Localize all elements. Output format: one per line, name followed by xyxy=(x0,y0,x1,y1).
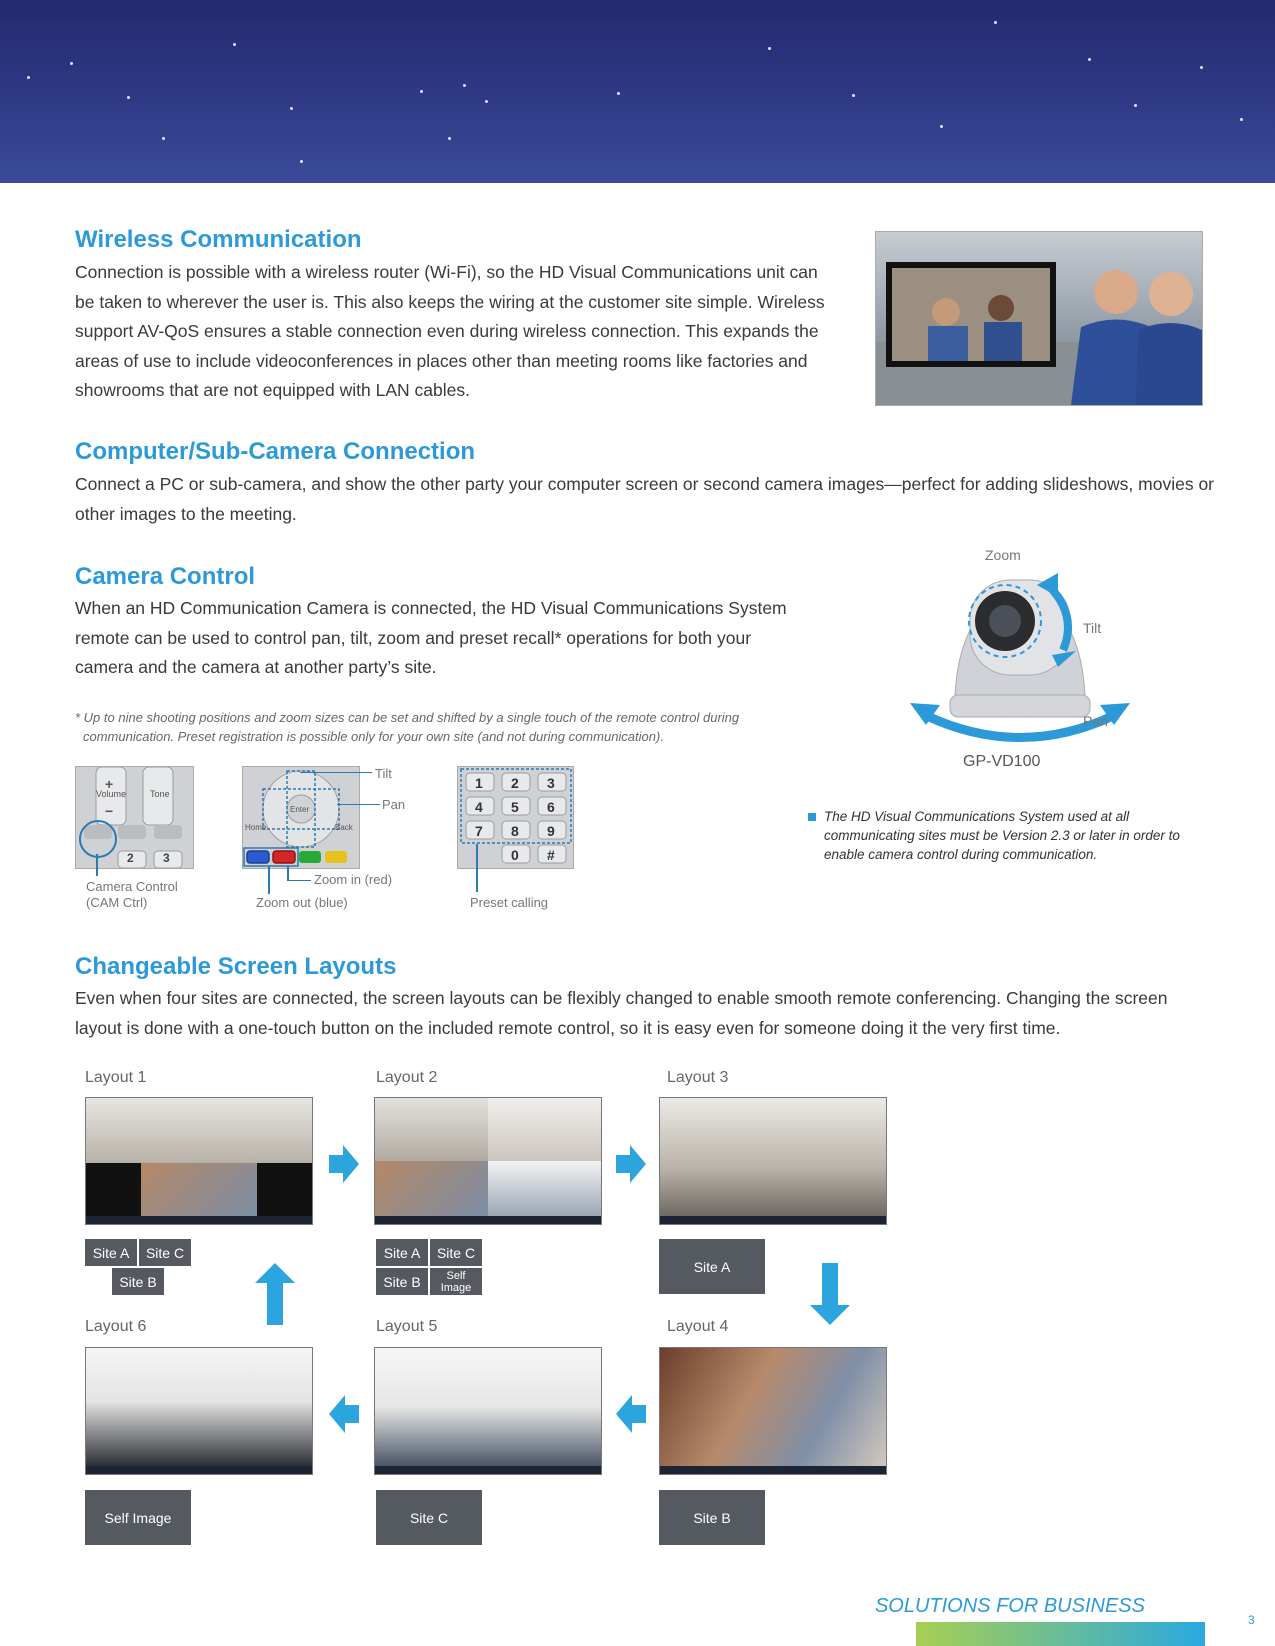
layout-5-thumbnail xyxy=(374,1347,602,1475)
layout-6-title: Layout 6 xyxy=(85,1318,147,1335)
enter-key-label: Enter xyxy=(290,805,310,814)
key-7: 7 xyxy=(475,823,483,839)
version-note-text: The HD Visual Communications System used at all communicating sites must be Version 2.3 or later in order to enable camera control during communication. xyxy=(824,809,1180,862)
header-banner xyxy=(0,0,1275,183)
layout-5-label-site-c: Site C xyxy=(376,1490,482,1545)
remote-dpad-closeup xyxy=(242,766,360,869)
arrow-left-icon xyxy=(616,1395,646,1433)
key-4: 4 xyxy=(475,799,483,815)
preset-caption: Preset calling xyxy=(470,895,549,910)
pan-label: Pan xyxy=(1083,713,1108,729)
remote-tilt-caption: Tilt xyxy=(375,766,392,781)
wireless-heading: Wireless Communication xyxy=(75,226,362,253)
preset-callout-line xyxy=(476,844,478,892)
camera-diagram xyxy=(900,545,1140,775)
zoom-label: Zoom xyxy=(985,547,1021,563)
key-0: 0 xyxy=(511,847,519,863)
arrow-right-icon xyxy=(616,1145,646,1183)
layout-2-thumbnail xyxy=(374,1097,602,1225)
key-1: 1 xyxy=(475,775,483,791)
layout-4-title: Layout 4 xyxy=(667,1318,729,1335)
ptz-camera-illustration xyxy=(900,545,1140,775)
layout-3-label-site-a: Site A xyxy=(659,1239,765,1294)
layout-1-title: Layout 1 xyxy=(85,1069,147,1086)
footer-tagline: SOLUTIONS FOR BUSINESS xyxy=(874,1595,1145,1617)
camera-footnote: * Up to nine shooting positions and zoom sizes can be set and shifted by a single touch of the remote control during communication. Preset registration is possible only for your own site (and not during communication). xyxy=(75,710,740,744)
key-3: 3 xyxy=(547,775,555,791)
key-8: 8 xyxy=(511,823,519,839)
layout-1-label-site-c: Site C xyxy=(139,1239,191,1266)
tone-key-label: Tone xyxy=(150,789,170,799)
arrow-down-icon xyxy=(810,1263,850,1325)
factory-videoconference-photo xyxy=(875,231,1203,406)
layout-2-label-site-b: Site B xyxy=(376,1268,428,1295)
zoom-out-callout-line xyxy=(268,866,270,894)
camera-body: When an HD Communication Camera is connected, the HD Visual Communications System remote can be used to control pan, tilt, zoom and preset recall* operations for both your camera and the camera at another party’s site. xyxy=(75,598,787,677)
camera-heading: Camera Control xyxy=(75,563,256,590)
layout-5-title: Layout 5 xyxy=(376,1318,438,1335)
key-2: 2 xyxy=(511,775,519,791)
square-bullet-icon xyxy=(808,813,816,821)
layout-4-thumbnail xyxy=(659,1347,887,1475)
arrow-right-icon xyxy=(329,1145,359,1183)
remote-keypad-closeup xyxy=(457,766,574,869)
key-5: 5 xyxy=(511,799,519,815)
key-9: 9 xyxy=(547,823,555,839)
layout-3-thumbnail xyxy=(659,1097,887,1225)
volume-minus-key: − xyxy=(105,803,114,819)
layout-6-thumbnail xyxy=(85,1347,313,1475)
zoom-in-callout-line-h xyxy=(287,880,311,881)
key-3: 3 xyxy=(163,851,170,865)
key-6: 6 xyxy=(547,799,555,815)
computer-body: Connect a PC or sub-camera, and show the other party your computer screen or second camera images—perfect for adding slideshows, movies or other images to the meeting. xyxy=(75,474,1215,524)
home-key-label: Home xyxy=(245,823,267,832)
zoom-out-caption: Zoom out (blue) xyxy=(256,895,348,910)
layout-1-label-site-a: Site A xyxy=(85,1239,137,1266)
volume-plus-key: + xyxy=(105,776,114,792)
cam-ctrl-callout-line xyxy=(96,854,98,876)
arrow-up-icon xyxy=(255,1263,295,1325)
tilt-label: Tilt xyxy=(1083,620,1102,636)
back-key-label: Back xyxy=(335,823,353,832)
layout-1-thumbnail xyxy=(85,1097,313,1225)
page-number: 3 xyxy=(1248,1613,1255,1627)
layout-4-label-site-b: Site B xyxy=(659,1490,765,1545)
layout-2-label-site-a: Site A xyxy=(376,1239,428,1266)
layout-1-label-site-b: Site B xyxy=(112,1268,164,1295)
tilt-callout-line xyxy=(300,772,372,773)
layout-2-label-site-c: Site C xyxy=(430,1239,482,1266)
pan-callout-line xyxy=(337,804,380,805)
key-2: 2 xyxy=(127,851,134,865)
computer-heading: Computer/Sub-Camera Connection xyxy=(75,438,476,465)
remote-volume-closeup xyxy=(75,766,194,869)
arrow-left-icon xyxy=(329,1395,359,1433)
volume-key-label: Volume xyxy=(96,789,127,799)
zoom-in-callout-line xyxy=(287,866,289,880)
layouts-body: Even when four sites are connected, the screen layouts can be flexibly changed to enable smooth remote conferencing. Changing the screen layout is done with a one-touch button on the included remote control, so it is easy even for someone doing it the very first time. xyxy=(75,988,1168,1038)
layout-2-title: Layout 2 xyxy=(376,1069,438,1086)
cam-ctrl-caption: Camera Control (CAM Ctrl) xyxy=(86,879,178,910)
layout-3-title: Layout 3 xyxy=(667,1069,729,1086)
layout-6-label-self-image: Self Image xyxy=(85,1490,191,1545)
zoom-in-caption: Zoom in (red) xyxy=(314,872,393,887)
footer-gradient-bar xyxy=(916,1622,1205,1646)
layout-2-label-self-image: Self Image xyxy=(430,1268,482,1295)
layouts-heading: Changeable Screen Layouts xyxy=(75,953,397,980)
version-note xyxy=(808,807,1208,864)
camera-model-label: GP-VD100 xyxy=(963,753,1041,770)
wireless-body: Connection is possible with a wireless router (Wi-Fi), so the HD Visual Communications unit can be taken to wherever the user is. This also keeps the wiring at the customer site simple. Wireless support AV-QoS ensures a stable connection even during wireless connection. This expands the areas of use to include videoconferences in places other than meeting rooms like factories and showrooms that are not equipped with LAN cables. xyxy=(75,262,825,400)
key-hash: # xyxy=(547,847,555,863)
remote-pan-caption: Pan xyxy=(382,797,406,812)
